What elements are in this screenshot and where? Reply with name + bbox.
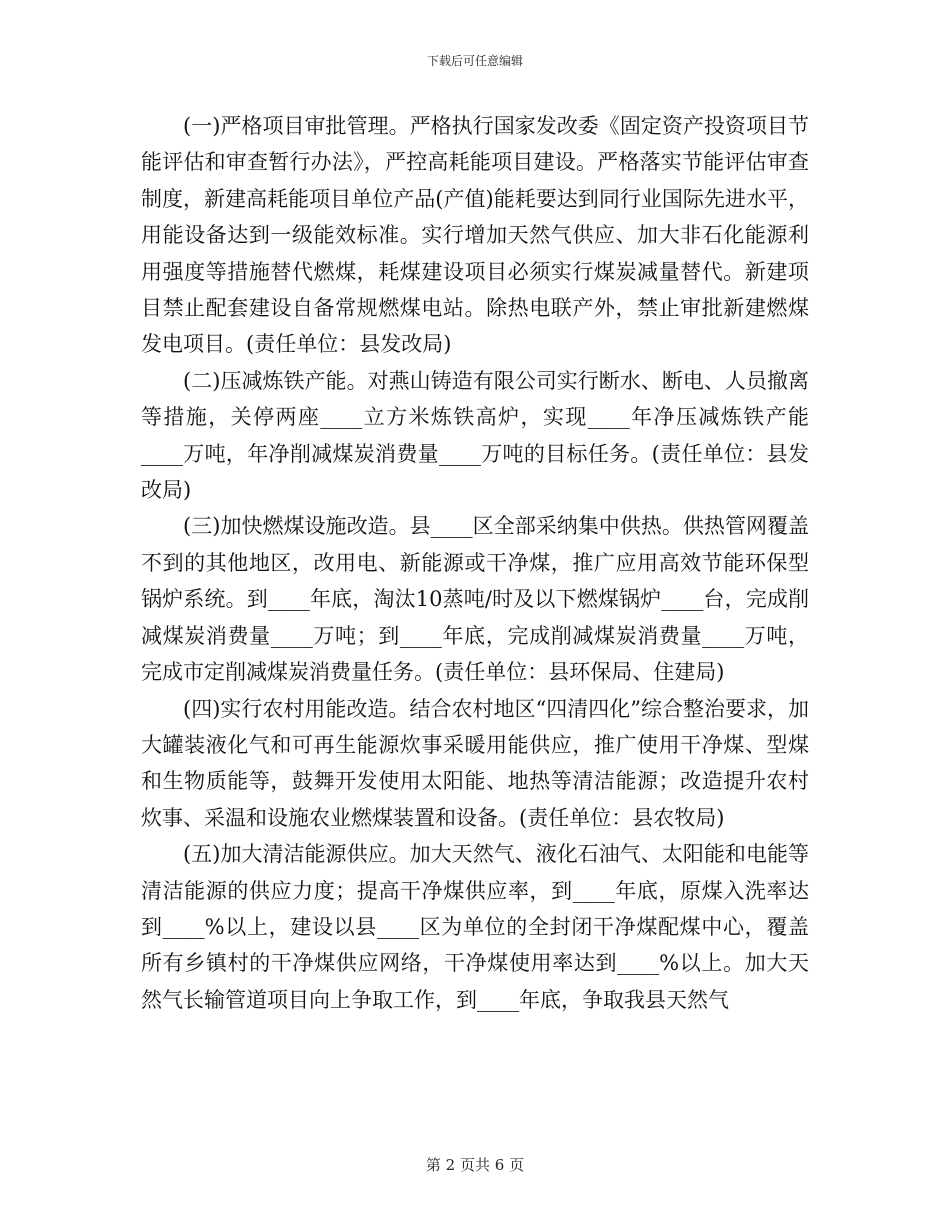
paragraph-1: (一)严格项目审批管理。严格执行国家发改委《固定资产投资项目节能评估和审查暂行办法》，严控高耗能项目建设。严格落实节能评估审查制度，新建高耗能项目单位产品(产值)能耗要达到同行业国际先进水平，用能设备达到一级能效标准。实行增加天然气供应、加大非石化能源利用强度等措施替代燃煤，耗煤建设项目必须实行煤炭减量替代。新建项目禁止配套建设自备常规燃煤电站。除热电联产外，禁止审批新建燃煤发电项目。(责任单位：县发改局) xyxy=(141,114,809,357)
page-header: 下载后可任意编辑 xyxy=(426,54,523,68)
paragraph-2: (二)压减炼铁产能。对燕山铸造有限公司实行断水、断电、人员撤离等措施，关停两座____立方米炼铁高炉，实现____年净压减炼铁产能____万吨，年净削减煤炭消费量____万吨的目标任务。(责任单位：县发改局) xyxy=(141,368,809,503)
document-body xyxy=(141,108,809,1018)
paragraph-5: (五)加大清洁能源供应。加大天然气、液化石油气、太阳能和电能等清洁能源的供应力度；提高干净煤供应率，到____年底，原煤入洗率达到____%以上，建设以县____区为单位的全封闭干净煤配煤中心，覆盖所有乡镇村的干净煤供应网络，干净煤使用率达到____%以上。加大天然气长输管道项目向上争取工作，到____年底，争取我县天然气 xyxy=(141,842,809,1012)
page-footer: 第 2 页共 6 页 xyxy=(425,1156,525,1174)
paragraph-4: (四)实行农村用能改造。结合农村地区“四清四化”综合整治要求，加大罐装液化气和可再生能源炊事采暖用能供应，推广使用干净煤、型煤和生物质能等，鼓舞开发使用太阳能、地热等清洁能源；改造提升农村炊事、采温和设施农业燃煤装置和设备。(责任单位：县农牧局) xyxy=(141,696,809,830)
paragraph-3: (三)加快燃煤设施改造。县____区全部采纳集中供热。供热管网覆盖不到的其他地区，改用电、新能源或干净煤，推广应用高效节能环保型锅炉系统。到____年底，淘汰10蒸吨/时及以下燃煤锅炉____台，完成削减煤炭消费量____万吨；到____年底，完成削减煤炭消费量____万吨，完成市定削减煤炭消费量任务。(责任单位：县环保局、住建局) xyxy=(141,514,809,685)
